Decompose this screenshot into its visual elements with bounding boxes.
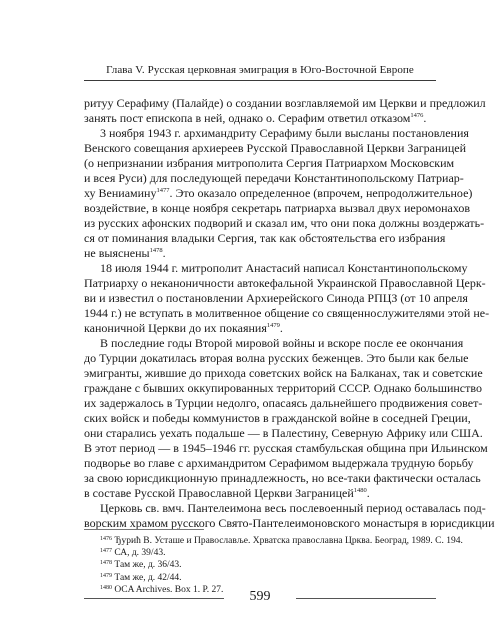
text-line: 1944 г.) не вступать в молитвенное общение со священнослужителями этой не- (84, 306, 490, 320)
footnote-ref: 1476 (410, 112, 424, 119)
text-line: за свою юрисдикционную принадлежность, но все-таки фактически осталась (84, 471, 481, 485)
text-line: они старались уехать подальше — в Палестину, Северную Африку или США. (84, 426, 483, 440)
text-line: ворским храмом русского Свято-Пантелеимоновского монастыря в юрисдикции (84, 516, 495, 530)
text-line: воздействие, в конце ноября секретарь патриарха вызвал двух иеромонахов (84, 201, 471, 215)
footnote-ref: 1479 (266, 322, 280, 329)
text-line: Патриарху о неканоничности автокефальной Украинской Православной Церк- (84, 276, 486, 290)
text-line: подворье во главе с архимандритом Серафимом выдержала трудную борьбу (84, 456, 474, 470)
text-line: Венского совещания архиереев Русской Православной Церкви Заграницей (84, 141, 466, 155)
page-number: 599 (249, 589, 271, 604)
text-line: не выяснены$^{1478}$. (84, 246, 166, 260)
text-line: занять пост епископа в ней, однако о. Серафим ответил отказом$^{1476}$. (84, 111, 427, 125)
footnote-number: 1480 (100, 584, 112, 591)
text-line: (о непризнании избрания митрополита Сергия Патриархом Московским (84, 156, 455, 170)
text-line: граждане с бывших оккупированных территорий СССР. Однако большинство (84, 381, 482, 395)
running-head: Глава V. Русская церковная эмиграция в Юго-Восточной Европе (84, 64, 436, 81)
text-line: и всея Руси) для последующей передачи Константинопольскому Патриар- (84, 171, 464, 185)
text-line: до Турции докатилась вторая волна русских беженцев. Это были как белые (84, 351, 469, 365)
footnote-ref: 1478 (149, 247, 163, 254)
text-line: ритуу Серафиму (Палайде) о создании возглавляемой им Церкви и предложил (84, 96, 486, 110)
page-footer (84, 589, 436, 607)
footnote-ref: 1477 (156, 187, 170, 194)
text-line: ся от поминания владыки Сергия, так как обстоятельства его избрания (84, 231, 446, 245)
footnote-number: 1479 (100, 572, 112, 579)
text-line: каноничной Церкви до их покаяния$^{1479}$. (84, 321, 283, 335)
text-line: из русских афонских подворий и сказал им, что они пока должны воздержать- (84, 216, 485, 230)
text-line: ских войск и победы коммунистов в гражданской войне в соседней Греции, (84, 411, 471, 425)
text-line: ви и известил о постановлении Архиерейского Синода РПЦЗ (от 10 апреля (84, 291, 468, 305)
body-text (84, 96, 495, 531)
footnote: $^{1478}$ Там же, д. 36/43. (100, 560, 182, 571)
footnote-number: 1476 (100, 536, 112, 542)
text-line: В последние годы Второй мировой войны и вскоре после ее окончания (100, 336, 464, 350)
text-line: в составе Русской Православной Церкви Заграницей$^{1480}$. (84, 486, 370, 500)
footnote: $^{1479}$ Там же, д. 42/44. (100, 572, 182, 583)
footnotes (100, 535, 463, 596)
footnote-separator (84, 529, 204, 530)
text-line: ху Вениамину$^{1477}$. Это оказало определенное (впрочем, непродолжительное) (84, 186, 473, 200)
text-line: В этот период — в 1945–1946 гг. русская стамбульская община при Ильинском (84, 441, 488, 455)
footnote: $^{1476}$ Ђурић В. Усташе и Православље. Хрватска православна Црква. Београд, 1989. С. 194. (100, 536, 463, 546)
footnote: $^{1480}$ OCA Archives. Box 1. P. 27. (100, 584, 224, 595)
footnote-number: 1478 (100, 560, 112, 567)
footnote: $^{1477}$ СА, д. 39/43. (100, 548, 166, 559)
footer-rule-right (296, 598, 436, 599)
text-line: 3 ноября 1943 г. архимандриту Серафиму были высланы постановления (100, 126, 469, 140)
text-line: их задержалось в Турции недолго, опасаясь дальнейшего продвижения совет- (84, 396, 483, 410)
text-line: Церковь св. вмч. Пантелеимона весь послевоенный период оставалась под- (100, 501, 486, 515)
footnote-number: 1477 (100, 548, 112, 555)
footnote-ref: 1480 (353, 487, 367, 494)
text-line: 18 июля 1944 г. митрополит Анастасий написал Константинопольскому (100, 261, 468, 275)
text-line: эмигранты, жившие до прихода советских войск на Балканах, так и советские (84, 366, 483, 380)
